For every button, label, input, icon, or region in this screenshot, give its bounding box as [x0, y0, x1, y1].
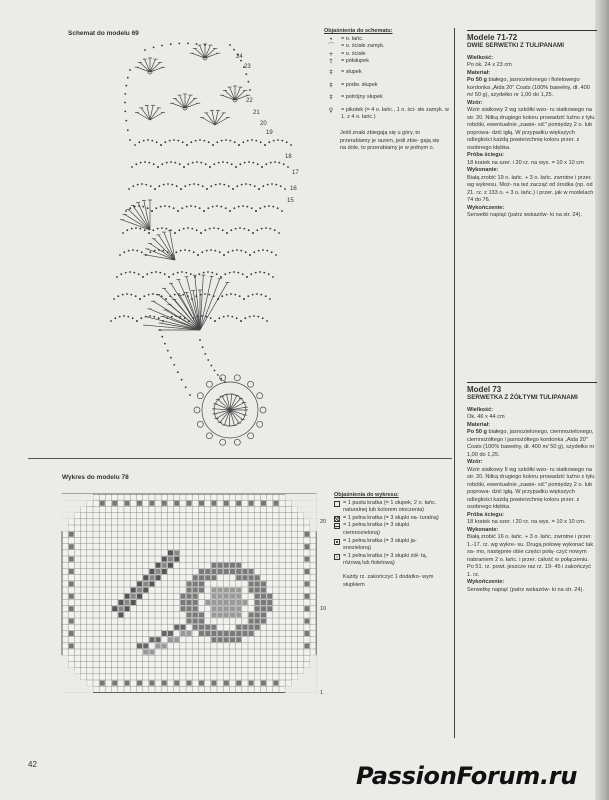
chart-cell	[187, 631, 192, 636]
chart-cell	[156, 569, 161, 574]
chart-row-number: 20	[320, 519, 327, 525]
chart-row-number: 10	[320, 606, 327, 612]
chart-cell	[236, 501, 241, 506]
chart-cell	[125, 594, 130, 599]
chart-cell	[249, 588, 254, 593]
chart-cell	[249, 625, 254, 630]
chart-cell	[187, 600, 192, 605]
chart-cell	[199, 631, 204, 636]
chart-cell	[236, 563, 241, 568]
natural-block-symbol	[334, 516, 340, 522]
chart-cell	[242, 631, 247, 636]
chart-cell	[62, 686, 94, 693]
picot-symbol: ♀	[328, 106, 334, 114]
chart-cell	[255, 581, 260, 586]
chart-cell	[242, 600, 247, 605]
chart-cell	[162, 631, 167, 636]
light-green-block-symbol	[334, 539, 340, 545]
chart-cell	[187, 588, 192, 593]
chart-cell	[174, 501, 179, 506]
chart-cell	[168, 637, 173, 642]
chart-cell	[211, 575, 216, 580]
chart-cell	[218, 594, 223, 599]
schema-row-number: 15	[287, 198, 294, 204]
chart-cell	[261, 612, 266, 617]
chart-cell	[174, 681, 179, 686]
chart-cell	[230, 588, 235, 593]
chart-cell	[211, 681, 216, 686]
chart-cell	[249, 581, 254, 586]
chart-cell	[199, 681, 204, 686]
chart-cell	[174, 637, 179, 642]
chart-cell	[180, 631, 185, 636]
chart-cell	[304, 643, 309, 648]
single-crochet-symbol: +	[328, 50, 334, 58]
chart-cell	[62, 680, 87, 687]
chart-cell	[261, 581, 266, 586]
chart-cell	[199, 501, 204, 506]
schema-legend-title: Objaśnienia do schematu:	[324, 28, 393, 34]
chart-cell	[118, 612, 123, 617]
chart-cell	[230, 600, 235, 605]
chart-cell	[304, 513, 317, 519]
chart-cell	[187, 501, 192, 506]
legend-row: = 1 pełna kratka (= 3 słupki żół- tą, różową lub fioletową)	[334, 553, 446, 568]
chart-cell	[236, 681, 241, 686]
chart-cell	[211, 631, 216, 636]
chart-cell	[304, 569, 309, 574]
chart-cell	[310, 525, 317, 531]
chart-cell	[69, 631, 74, 636]
chart-cell	[199, 581, 204, 586]
chart-cell	[236, 600, 241, 605]
chart-cell	[249, 612, 254, 617]
chart-cell	[187, 581, 192, 586]
chart-cell	[285, 686, 317, 693]
chart-cell	[218, 569, 223, 574]
model-71-72-title: Modele 71-72	[467, 30, 597, 42]
chart-cell	[249, 501, 254, 506]
chart-cell	[236, 637, 241, 642]
chart-cell	[230, 606, 235, 611]
chart-cell	[62, 674, 81, 681]
chart-cell	[255, 619, 260, 624]
chart-cell	[187, 612, 192, 617]
chart-cell	[156, 643, 161, 648]
schema-row-number: 22	[246, 98, 253, 104]
chart-cell	[224, 594, 229, 599]
chart-cell	[304, 544, 309, 549]
chart-cell	[205, 625, 210, 630]
chart-cell	[156, 575, 161, 580]
schema-row-number: 20	[260, 121, 267, 127]
chart-cell	[236, 569, 241, 574]
chart-cell	[261, 681, 266, 686]
chart-cell	[143, 643, 148, 648]
chart-cell	[187, 619, 192, 624]
chart-cell	[149, 681, 154, 686]
chart-cell	[180, 625, 185, 630]
chart-cell	[236, 612, 241, 617]
schema-row-number: 17	[292, 170, 299, 176]
chart-cell	[156, 563, 161, 568]
chart-cell	[224, 563, 229, 568]
chart-cell	[143, 575, 148, 580]
chart-cell	[168, 557, 173, 562]
chart-cell	[174, 557, 179, 562]
model-73-subtitle: SERWETKA Z ŻÓŁTYMI TULIPANAMI	[467, 394, 578, 401]
chart-cell	[304, 581, 309, 586]
model-73-title: Model 73	[467, 382, 597, 394]
chart-cell	[131, 588, 136, 593]
chart-cell	[156, 637, 161, 642]
chart-cell	[255, 594, 260, 599]
chart-cell	[205, 569, 210, 574]
chart-cell	[236, 588, 241, 593]
chart-cell	[180, 600, 185, 605]
chart-cell	[69, 557, 74, 562]
chart-cell	[211, 600, 216, 605]
chart-cell	[285, 494, 317, 500]
chart-cell	[69, 606, 74, 611]
chart-cell	[62, 525, 69, 531]
chart-cell	[149, 569, 154, 574]
chart-cell	[162, 557, 167, 562]
chart-cell	[211, 501, 216, 506]
chart-cell	[211, 594, 216, 599]
chart-cell	[100, 501, 105, 506]
slip-stitch-symbol: ⌒	[327, 43, 334, 51]
chart-cell	[261, 600, 266, 605]
chart-cell	[193, 625, 198, 630]
chart-cell	[125, 600, 130, 605]
chart-cell	[162, 643, 167, 648]
schema-row-number: 18	[285, 154, 292, 160]
chart-cell	[255, 612, 260, 617]
legend-row: ‡ = podw. słupek	[324, 82, 452, 90]
chart-cell	[193, 575, 198, 580]
chart-cell	[236, 625, 241, 630]
chart-cell	[69, 643, 74, 648]
chart-legend-title: Objaśnienia do wykresu:	[334, 492, 399, 498]
chart-cell	[224, 612, 229, 617]
chart-cell	[211, 637, 216, 642]
schema-row-number: 16	[290, 186, 297, 192]
chart-cell	[304, 532, 309, 537]
legend-row: ‡ = potrójny słupek	[324, 94, 452, 102]
chart-cell	[118, 606, 123, 611]
chart-cell	[230, 612, 235, 617]
chart-cell	[112, 501, 117, 506]
chart-cell	[62, 519, 69, 525]
chart-cell	[193, 594, 198, 599]
chart-cell	[304, 557, 309, 562]
chart-cell	[267, 600, 272, 605]
chart-cell	[273, 681, 278, 686]
chart-cell	[261, 501, 266, 506]
chart-cell	[211, 625, 216, 630]
chart-cell	[236, 631, 241, 636]
chart-cell	[199, 619, 204, 624]
chart-cell	[211, 588, 216, 593]
chart-cell	[193, 588, 198, 593]
chart-cell	[187, 606, 192, 611]
legend-row: = 1 pełna kratka (= 3 słupki ciemnozieloną)	[334, 522, 446, 537]
legend-row: ♀ = pikotek (= 4 o. łańc., 1 o. ści- słe zamyk. w 1. z 4 o. łańc.)	[324, 107, 452, 122]
chart-cell	[199, 612, 204, 617]
chart-cell	[242, 625, 247, 630]
chart-cell	[193, 600, 198, 605]
chart-cell	[62, 661, 69, 668]
chart-cell	[310, 519, 317, 525]
chart-cell	[255, 625, 260, 630]
chart-cell	[62, 500, 87, 506]
chart-cell	[62, 668, 75, 675]
chart-cell	[255, 600, 260, 605]
legend-row: = 1 pełna kratka (= 3 słupki ja- snozieloną)	[334, 538, 446, 553]
chart-cell	[137, 681, 142, 686]
chart-cell	[174, 550, 179, 555]
page-number: 42	[28, 760, 37, 769]
chart-row-number: 1	[320, 690, 324, 696]
chart-cell	[205, 631, 210, 636]
chart-cell	[291, 500, 316, 506]
schema-row-number: 19	[266, 130, 273, 136]
chart-legend	[334, 492, 446, 589]
chart-cell	[187, 681, 192, 686]
model-73-article: Model 73 SERWETKA Z ŻÓŁTYMI TULIPANAMI Wielkość: Ok. 46 x 44 cm Materiał: Po 50 g białego, jasnozielonego, ciemnozielonego, ciemnożółtego i jasnożółtego kordonka „Aida 20" Coats (100% bawełny, dł. 400 m/ 50 g), szydełko nr 1,00 do 1,25. Wzór: Wzór siatkowy II wg szkółki wzo- ru siatkowego na str. 20. Nitką drugiego koloru prowadzić luźno z tyłu robótki, ewentualnie „zawie- sić" pomiędzy 2 o. lub poprowa- dzić igłą. W przypadku większych odległości każdą powierzchnię koloru przer. z osobnego kłębka. Próba ściegu: 18 kratek na szer. i 20 rz. na wys. = 10 x 10 cm. Wykonanie: Białą zrobić 16 o. łańc. + 3 o. łańc. zwrotne i przer. 1.-17. rz. wg wykre- su. Drugą połowę wykonać tak sa- mo, następnie obie części połą- czyć nowym nabraniem 2 o. łańc. i przer. całość w połączeniu. Po 51. rz. powt. jeszcze raz rz. 19- 45 i zakończyć 1. rz. Wykończenie: Serwetkę napiąć (patrz wskazów- ki na str. 24).	[467, 382, 597, 594]
chart-cell	[199, 588, 204, 593]
chart-cell	[62, 494, 94, 500]
chart-cell	[174, 625, 179, 630]
chart-cell	[137, 501, 142, 506]
chart-cell	[211, 612, 216, 617]
chart-cell	[112, 681, 117, 686]
chart-cell	[218, 606, 223, 611]
chart-cell	[211, 606, 216, 611]
yellow-block-symbol	[334, 554, 340, 560]
chart-cell	[242, 575, 247, 580]
chart-cell	[224, 600, 229, 605]
chart-cell	[193, 606, 198, 611]
chart-cell	[168, 563, 173, 568]
chart-cell	[310, 655, 317, 662]
chart-cell	[162, 681, 167, 686]
chain-symbol: •	[329, 35, 333, 43]
chart-cell	[249, 569, 254, 574]
chart-cell	[137, 643, 142, 648]
chart-cell	[199, 569, 204, 574]
chart-cell	[255, 606, 260, 611]
chart-cell	[62, 655, 69, 662]
chart-cell	[162, 563, 167, 568]
chart-cell	[218, 600, 223, 605]
chart-cell	[224, 631, 229, 636]
chart-cell	[137, 588, 142, 593]
dark-green-block-symbol	[334, 523, 340, 529]
chart-cell	[230, 594, 235, 599]
chart-cell	[199, 575, 204, 580]
chart-cell	[143, 588, 148, 593]
chart-cell	[211, 569, 216, 574]
chart-cell	[218, 588, 223, 593]
chart-cell	[230, 569, 235, 574]
legend-row: † = półsłupek	[324, 58, 452, 66]
chart-cell	[149, 650, 154, 655]
chart-cell	[304, 594, 309, 599]
chart-cell	[230, 637, 235, 642]
chart-cell	[236, 594, 241, 599]
chart-legend-note: Każdy rz. zakończyć 1 dodatko- wym słupkiem	[343, 573, 434, 588]
chart-cell	[273, 501, 278, 506]
chart-cell	[261, 606, 266, 611]
chart-cell	[261, 594, 266, 599]
chart-cell	[218, 563, 223, 568]
chart-cell	[193, 619, 198, 624]
chart-cell	[180, 594, 185, 599]
chart-cell	[255, 588, 260, 593]
chart-cell	[218, 612, 223, 617]
chart-cell	[149, 637, 154, 642]
legend-row: ‡ = słupek	[324, 69, 452, 77]
chart-cell	[224, 569, 229, 574]
chart-cell	[249, 681, 254, 686]
chart-cell	[304, 668, 317, 675]
chart-cell	[261, 619, 266, 624]
chart-cell	[218, 637, 223, 642]
chart-cell	[304, 631, 309, 636]
chart-cell	[69, 594, 74, 599]
chart-cell	[143, 650, 148, 655]
chart-cell	[69, 532, 74, 537]
chart-cell	[267, 594, 272, 599]
chart-cell	[62, 506, 81, 512]
triple-treble-symbol: ‡	[329, 94, 333, 102]
chart-cell	[149, 581, 154, 586]
chart-cell	[125, 501, 130, 506]
chart-cell	[310, 661, 317, 668]
chart-cell	[149, 501, 154, 506]
chart-cell	[224, 501, 229, 506]
chart-cell	[193, 581, 198, 586]
chart-cell	[162, 501, 167, 506]
chart-cell	[205, 575, 210, 580]
chart-cell	[205, 600, 210, 605]
chart-cell	[143, 581, 148, 586]
chart-cell	[224, 681, 229, 686]
legend-row: = 1 pusta kratka (= 1 słupek, 2 o. łańc. naturalnej lub kolorem otoczenia)	[334, 500, 446, 515]
schema-title: Schemat do modelu 69	[68, 30, 139, 37]
treble-symbol: ‡	[329, 81, 333, 89]
legend-row: • = o. łańc.	[324, 36, 452, 44]
double-crochet-symbol: ‡	[329, 68, 333, 76]
empty-square-symbol	[334, 501, 340, 507]
chart-cell	[224, 606, 229, 611]
chart-cell	[249, 631, 254, 636]
model-71-72-article: Modele 71-72 DWIE SERWETKI Z TULIPANAMI Wielkość: Po ok. 24 x 23 cm Materiał: Po 50 g białego, jasnozielonego i fioletowego kordonka „Aida 20" Coats (100% bawełny, dł. 400 m/ 50 g), szydełko nr 1,00 do 1,25. Wzór: Wzór siatkowy 2 wg szkółki wzo- ru siatkowego na str. 20. Nitką drugiego koloru prowadzić luźno z tyłu robótki, ewentualnie „zawie- sić" pomiędzy 2 o. lub poprowa- dzić igłą. W przypadku większych odległości każdą powierzchnię koloru przer. z osobnego kłębka. Próba ściegu: 18 kratek na szer. i 20 rz. na wys. = 10 x 10 cm Wykonanie: Białą zrobić 19 o. łańc. + 3 o. łańc. zwrotne i przer. wg wykresu. Moż- na też zacząć od środka (np. od 21. rz. z 133 o. + 3 o. łańc.) i przer. jak w modelach 74 do 76. Wykończenie: Serwetki napiąć (patrz wskazów- ki na str. 24).	[467, 30, 597, 220]
chart-cell	[224, 637, 229, 642]
chart-cell	[69, 569, 74, 574]
chart-cell	[69, 544, 74, 549]
chart-cell	[112, 606, 117, 611]
chart-cell	[236, 606, 241, 611]
chart-cell	[168, 631, 173, 636]
chart-title: Wykres do modelu 78	[62, 474, 129, 481]
chart-cell	[69, 581, 74, 586]
chart-cell	[230, 631, 235, 636]
schema-legend-note: Jeśli znaki zbiegają się u góry, to przerabiamy je razem, jeśli zbie- gają się na dole, to przerabiamy je w jednym o.	[340, 129, 440, 152]
chart-cell	[180, 606, 185, 611]
legend-row: ⌒ = o. ścisłe zamyk.	[324, 43, 452, 51]
chart-cell	[291, 680, 316, 687]
schema-row-number: 21	[253, 110, 260, 116]
chart-cell	[267, 606, 272, 611]
watermark: PassionForum.ru	[356, 762, 578, 790]
chart-cell	[193, 612, 198, 617]
chart-cell	[242, 569, 247, 574]
chart-cell	[131, 600, 136, 605]
legend-row: + = o. ścisłe	[324, 51, 452, 59]
chart-cell	[125, 606, 130, 611]
chart-cell	[162, 569, 167, 574]
chart-cell	[211, 563, 216, 568]
legend-row: = 1 pełna kratka (= 3 słupki na- turalną)	[334, 515, 446, 523]
chart-cell	[168, 550, 173, 555]
chart-cell	[69, 619, 74, 624]
chart-cell	[199, 625, 204, 630]
chart-cell	[255, 575, 260, 580]
chart-cell	[131, 594, 136, 599]
chart-cell	[298, 506, 317, 512]
schema-row-number: 23	[244, 64, 251, 70]
chart-cell	[62, 513, 75, 519]
chart-cell	[125, 681, 130, 686]
chart-cell	[249, 575, 254, 580]
chart-cell	[261, 588, 266, 593]
model-71-72-subtitle: DWIE SERWETKI Z TULIPANAMI	[467, 42, 565, 49]
half-double-symbol: †	[329, 58, 333, 66]
chart-cell	[249, 619, 254, 624]
chart-cell	[298, 674, 317, 681]
chart-cell	[304, 619, 309, 624]
schema-row-number: 24	[236, 54, 243, 60]
chart-cell	[230, 563, 235, 568]
chart-cell	[137, 581, 142, 586]
chart-cell	[187, 594, 192, 599]
chart-cell	[218, 631, 223, 636]
chart-cell	[100, 681, 105, 686]
chart-cell	[118, 600, 123, 605]
chart-cell	[236, 575, 241, 580]
chart-cell	[137, 594, 142, 599]
chart-cell	[224, 588, 229, 593]
chart-cell	[149, 575, 154, 580]
chart-cell	[304, 606, 309, 611]
